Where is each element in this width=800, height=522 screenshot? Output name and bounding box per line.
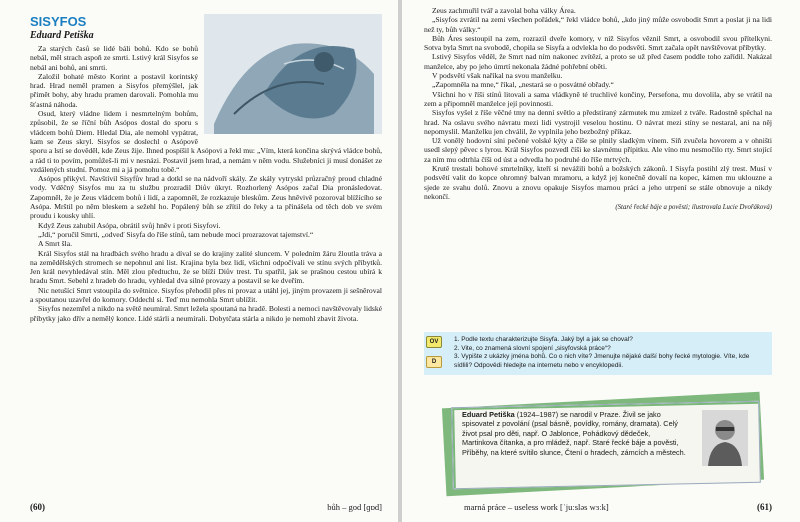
author-portrait bbox=[702, 410, 748, 466]
paragraph: Král Sisyfos stál na hradbách svého hradu a díval se do krajiny zalité sluncem. V poledním žáru žloutla tráva a na zemědělských stromech se nepohnul ani list. Krajina byla bez lidí, všichni odpočívali ve stínu svých příbytků. Jen král nevyhledával stín. Měl zlou předtuchu, že se blíží Diův trest. Tu spatřil, jak se prašnou cestou ubírá k hradu Smrt. Sebehl z hradeb do hradu, vyhledal dva silné provazy a postavil se ke dveřím. bbox=[30, 248, 382, 286]
paragraph: Asópos přikývl. Navštívil Sisyfův hrad a dotkl se na nádvoří skály. Ze skály vytryskl průzračný proud chladné vody. Vděčný Sisyfos mu za tu službu prozradil Diův úkryt. Rozhorlený Asópos začal Dia pronásledovat. Zapomněl, že je Zeus vládcem bohů i lidí, a zapomněl, že rozkazuje bleskům. Zeus hněvivě pozoroval blížícího se Asópa. Mrštil po něm bleskem a sežehl ho. Popálený bůh se zřítil do řeky a ta přinášela od těch dob ve svém proudu i kousky uhlí. bbox=[30, 174, 382, 221]
sisyfos-illustration bbox=[204, 14, 382, 134]
paragraph: A Smrt šla. bbox=[38, 239, 72, 249]
paragraph: Osud, který vládne lidem i nesmrtelným bohům, způsobil, že se říční bůh Asópos dostal do sporu s vládcem bohů Diem. Hledal Dia, ale nemohl vypátrat, kam se Zeus skryl. Sisyfos se doslechl o Asópově sporu a lstí se dověděl, kde Zeus žije. Ihned pospíšil k Asópovi a řekl mu: „Vím, která končina skrývá vládce bohů, a rád ti to povím, pomůžeš-li mi v nesnázi. Postavil jsem hrad, a nemám v něm vodu. Služebníci ji musí donášet ze vzdálených studní. Pomoz mi a já pomohu tobě.“ bbox=[30, 109, 382, 174]
left-page bbox=[0, 0, 398, 522]
paragraph: „Zapomněla na mne,“ říkal, „nestará se o posvátné obřady.“ bbox=[432, 80, 614, 90]
author-bio bbox=[444, 400, 762, 488]
story-title: SISYFOS bbox=[30, 14, 87, 29]
page-number-right: (61) bbox=[757, 502, 772, 512]
badge-d: D bbox=[426, 356, 442, 368]
task-item: 3. Vypište z ukázky jména bohů. Co o nich víte? Jmenujte nějaké další bohy řecké mytologie. Víte, kde sídlili? Odpovědi hledejte na internetu nebo v encyklopedii. bbox=[454, 353, 750, 369]
tasks-box bbox=[424, 332, 772, 375]
paragraph: Už vonělý hodovní síni pečené volské kýty a číše se plnily sladkým vínem. Síň zvučela hovorem a v ohništi usedl slepý pěvec s lyrou. Král Sisyfos pozvedl číši ke slavnému přípitku. Ale víno mu nesmočilo rty. Smrt stojící za ním mu odtrhla číši od úst a odvedla ho podruhé do říše mrtvých. bbox=[424, 136, 772, 164]
paragraph: V podsvětí však naříkal na svou manželku. bbox=[432, 71, 563, 81]
paragraph: Lstivý Sisyfos věděl, že Smrt nad ním nakonec zvítězí, a proto se už před časem poddle toho zařídil. Nakázal manželce, aby po jeho úmrtí nekonala žádné pohřební oběti. bbox=[424, 52, 772, 71]
paragraph: Krutě trestali bohové smrtelníky, kteří si nevážili bohů a božských zákonů. I Sisyfa postihl zlý trest. Musí v podsvětí valit do kopce ohromný balvan mramoru, a když jej konečně dovalí na kopec, kámen mu uklouzne a sjede ze svahu dolů. Znovu a znovu opakuje Sisyfos marnou práci a jeho utrpení se stále obnovuje a nikdy nekončí. bbox=[424, 164, 772, 201]
paragraph: Všichni ho v říši stínů litovali a sama vládkyně té truchlivé končiny, Persefona, mu dovolila, aby se vrátil na zem a připomněl manželce její povinnosti. bbox=[424, 89, 772, 108]
paragraph: Když Zeus zahubil Asópa, obrátil svůj hněv i proti Sisyfovi. bbox=[38, 220, 221, 230]
tasks-section bbox=[424, 332, 772, 375]
badge-ov: OV bbox=[426, 336, 442, 348]
paragraph: Sisyfos nezemřel a nikdo na světě neumíral. Smrt ležela spoutaná na hradě. Bolesti a nemoci navštěvovaly lidské příbytky jako dřív a nemělý konce. Lidé stárli a neumírali. Dobytčata stárla a nikdo je nemohl zbavit života. bbox=[30, 304, 382, 323]
paragraph: Sisyfos vyšel z říše věčné tmy na denní světlo a předstíraný zármutek mu zmizel z tváře. Radostně spěchal na hrad. Na oslavu svého návratu mezi lidi vystrojil veselou hostinu. O návrat mezi stíny se nestaral, ani na něj nepomyslil. Manželku jen chválil, že vyplnila jeho bezbožný příkaz. bbox=[424, 108, 772, 136]
bio-body: se narodil v Praze. Živil se jako spisovatel z povolání (psal básně, povídky, romány, dramata). Celý život psal pro děti, např. O Jablonce, Pohádkový dědeček, Martinkova čítanka, a pro mládež, např. Staré řecké báje a pověsti, Příběhy, na které svítilo slunce, Čtení o hradech, zámcích a městech. bbox=[462, 410, 686, 457]
right-page bbox=[402, 0, 800, 522]
bio-text bbox=[462, 410, 686, 457]
paragraph: „Sisyfos zvrátil na zemi všechen pořádek,“ řekl vládce bohů, „kdo jiný může osvobodit Smrt a poslat ji na lidi než ty, bůh války.“ bbox=[424, 15, 772, 34]
bio-name: Eduard Petiška bbox=[462, 410, 515, 419]
gloss-left: bůh – god [ɡɒd] bbox=[327, 502, 382, 512]
paragraph: Nic netušící Smrt vstoupila do světnice. Sisyfos přehodil přes ni provaz a utáhl jej, jiným provazem ji sešněroval a spoutanou uzavřel do komory. Oddechl si. Teď mu nemohla Smrt ublížit. bbox=[30, 285, 382, 305]
story-author: Eduard Petiška bbox=[30, 30, 94, 41]
page-number-left: (60) bbox=[30, 502, 45, 512]
source-caption: (Staré řecké báje a pověsti; ilustrovala Lucie Dvořáková) bbox=[615, 204, 772, 212]
paragraph: „Jdi,“ poručil Smrti, „odveď Sisyfa do říše stínů, tam nebude moci prozrazovat tajemství.“ bbox=[38, 229, 314, 239]
task-item: 2. Vite, co znamená slovní spojení „sisyfovská práce“? bbox=[454, 344, 611, 352]
bio-years: (1924–1987) bbox=[516, 410, 559, 419]
paragraph: Založil bohaté město Korint a postavil korintský hrad. Hrad neměl pramen a Sisyfos přemýšlel, jak přimět bohy, aby hradu pramen darovali. Pomohla mu šťastná náhoda. bbox=[30, 71, 198, 109]
paragraph: Bůh Áres sestoupil na zem, rozrazil dveře komory, v níž Sisyfos věznil Smrt, a osvobodil svou přítelkyni. Sotva byla Smrt na svobodě, chopila se Sisyfa a odvlekla ho do podsvětí. Smrt začala opět navštěvovat příbytky. bbox=[424, 33, 772, 53]
gloss-right: marná práce – useless work [ˈjuːsləs wɜːk] bbox=[464, 502, 609, 512]
task-item: 1. Podle textu charakterizujte Sisyfa. Jaký byl a jak se choval? bbox=[454, 336, 633, 343]
paragraph: Za starých časů se lidé báli bohů. Kdo se bohů nebál, měl strach aspoň ze smrti. Lstivý král Sisyfos se nebál ani bohů, ani smrti. bbox=[30, 44, 198, 72]
paragraph: Zeus zachmuřil tvář a zavolal boha války Área. bbox=[432, 6, 576, 15]
